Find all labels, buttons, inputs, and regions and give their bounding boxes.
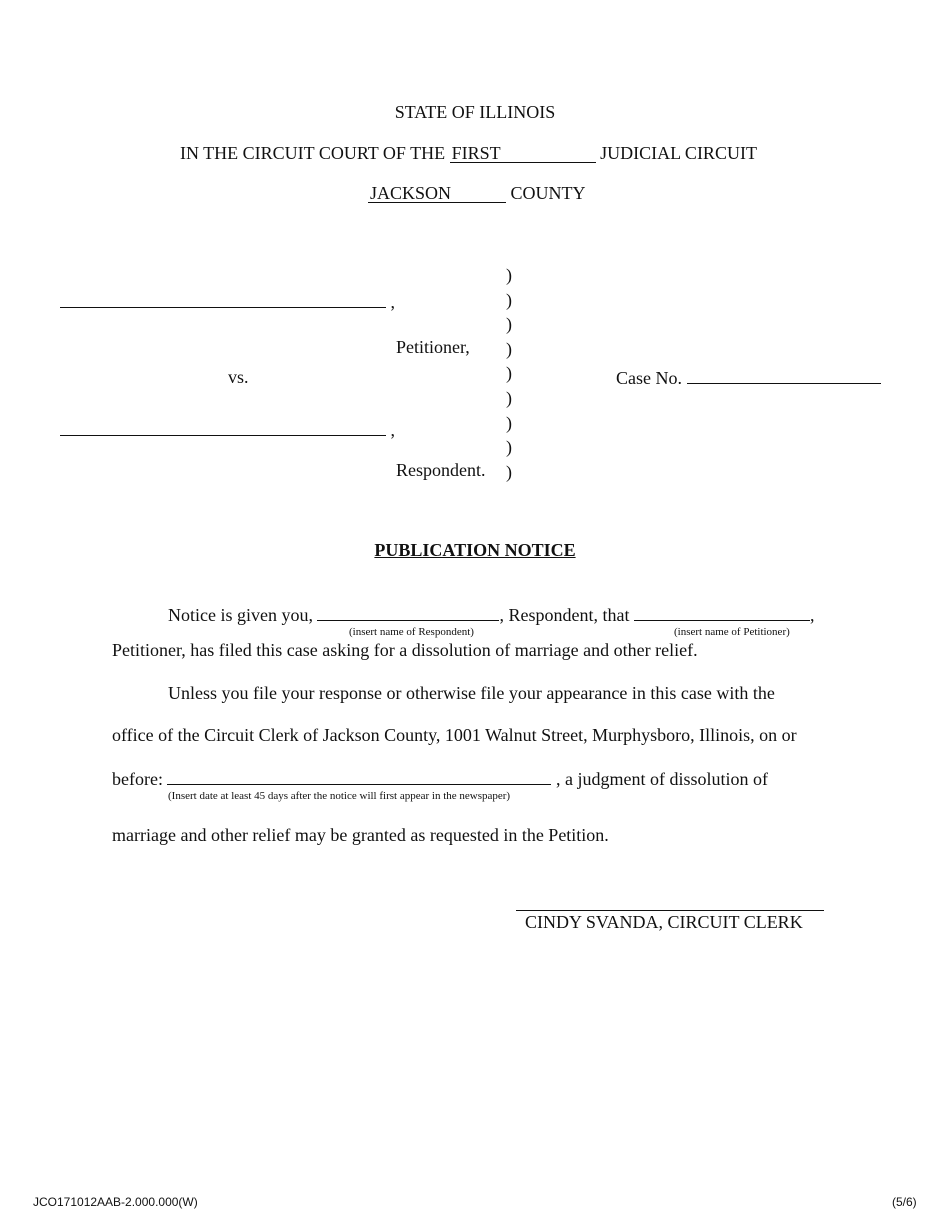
hint-respondent: (insert name of Respondent) bbox=[349, 626, 474, 638]
circuit-prefix: IN THE CIRCUIT COURT OF THE bbox=[180, 143, 446, 163]
circuit-field[interactable]: FIRST bbox=[450, 144, 596, 163]
case-number-label: Case No. bbox=[616, 368, 682, 388]
petitioner-name-line: , bbox=[60, 291, 395, 313]
notice-paragraph-2-line-1: Unless you file your response or otherwise file your appearance in this case with the bbox=[168, 683, 775, 703]
form-code: JCO171012AAB-2.000.000(W) bbox=[33, 1195, 198, 1209]
respondent-name-blank[interactable] bbox=[317, 604, 499, 621]
state-heading: STATE OF ILLINOIS bbox=[394, 102, 556, 122]
clerk-name: CINDY SVANDA, CIRCUIT CLERK bbox=[525, 912, 803, 932]
notice-title: PUBLICATION NOTICE bbox=[374, 540, 576, 560]
county-suffix: COUNTY bbox=[510, 183, 586, 203]
signature-line[interactable] bbox=[516, 910, 824, 911]
petitioner-name-blank[interactable] bbox=[634, 604, 810, 621]
petitioner-label: Petitioner, bbox=[396, 337, 470, 357]
notice-paragraph-2-line-2: office of the Circuit Clerk of Jackson County, 1001 Walnut Street, Murphysboro, Illinois, on or bbox=[112, 725, 797, 745]
vs-label: vs. bbox=[228, 367, 249, 387]
county-line bbox=[368, 183, 586, 204]
circuit-line bbox=[180, 143, 757, 164]
page-indicator: (5/6) bbox=[892, 1195, 917, 1209]
respondent-label: Respondent. bbox=[396, 460, 486, 480]
county-field[interactable]: JACKSON bbox=[368, 184, 506, 203]
circuit-suffix: JUDICIAL CIRCUIT bbox=[600, 143, 757, 163]
hint-petitioner: (insert name of Petitioner) bbox=[674, 626, 790, 638]
case-number-field[interactable] bbox=[687, 367, 881, 384]
respondent-name-field[interactable] bbox=[60, 419, 386, 436]
petitioner-name-field[interactable] bbox=[60, 291, 386, 308]
caption-divider: ) ) ) ) ) ) ) ) ) bbox=[506, 265, 512, 482]
notice-paragraph-2-line-4: marriage and other relief may be granted as requested in the Petition. bbox=[112, 825, 609, 845]
hint-date: (Insert date at least 45 days after the notice will first appear in the newspaper) bbox=[168, 790, 511, 802]
notice-paragraph-1-line-1: Notice is given you, , Respondent, that , bbox=[168, 605, 815, 625]
respondent-name-line: , bbox=[60, 419, 395, 441]
case-number-line bbox=[616, 367, 881, 389]
notice-paragraph-1-line-2: Petitioner, has filed this case asking for a dissolution of marriage and other relief. bbox=[112, 640, 698, 660]
notice-paragraph-2-line-3: before: , a judgment of dissolution of bbox=[112, 769, 768, 789]
response-date-field[interactable] bbox=[167, 768, 551, 785]
